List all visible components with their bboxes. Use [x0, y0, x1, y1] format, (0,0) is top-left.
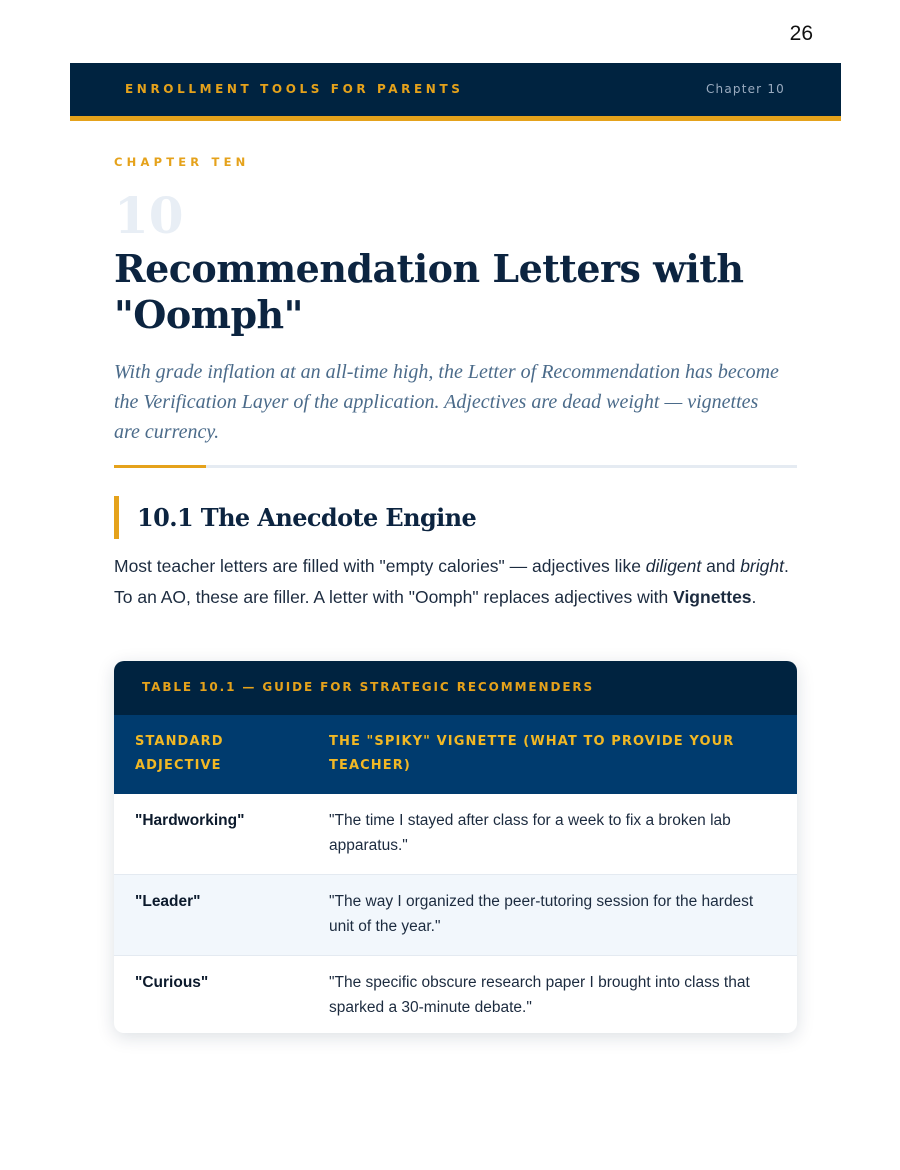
page-number: 26 — [789, 22, 813, 45]
table-cell-adjective: "Leader" — [114, 875, 308, 956]
running-header — [70, 63, 841, 121]
column-header-adjective: STANDARD ADJECTIVE — [114, 715, 308, 794]
chapter-lede: With grade inflation at an all-time high, the Letter of Recommendation has become the Verification Layer of the application. Adjectives are dead weight — vignettes are currency. — [114, 361, 779, 443]
body-paragraph — [114, 551, 797, 613]
paragraph-text: Most teacher letters are filled with "empty calories" — adjectives like — [114, 556, 646, 576]
table-caption-text: TABLE 10.1 — GUIDE FOR STRATEGIC RECOMMENDERS — [142, 680, 595, 694]
divider-rule — [114, 465, 797, 468]
paragraph-emphasis-diligent: diligent — [645, 556, 702, 576]
chapter-title: Recommendation Letters with "Oomph" — [114, 246, 744, 337]
table-cell-vignette: "The time I stayed after class for a week to fix a broken lab apparatus." — [329, 812, 731, 854]
section-title: 10.1 The Anecdote Engine — [137, 503, 477, 532]
chapter-number: 10 — [114, 186, 184, 245]
table-caption — [114, 661, 797, 715]
guide-table — [114, 715, 797, 1033]
paragraph-text: . To an AO, these are filler. A letter with "Oomph" replaces adjectives with — [114, 556, 789, 607]
table-cell-vignette: "The specific obscure research paper I brought into class that sparked a 30-minute debate." — [308, 956, 797, 1034]
table-row — [114, 956, 797, 1034]
column-header-vignette: THE "SPIKY" VIGNETTE (WHAT TO PROVIDE YOUR TEACHER) — [308, 715, 797, 794]
recommender-guide-table — [114, 661, 797, 1033]
header-chapter: Chapter 10 — [705, 82, 785, 96]
table-header-row — [114, 715, 797, 794]
chapter-label: CHAPTER TEN — [114, 155, 250, 169]
paragraph-strong-vignettes: Vignettes — [673, 587, 752, 607]
section-heading — [114, 496, 476, 539]
table-row — [114, 875, 797, 956]
table-cell-vignette: "The way I organized the peer-tutoring session for the hardest unit of the year." — [308, 875, 797, 956]
table-cell-adjective: "Curious" — [114, 956, 308, 1034]
table-cell-adjective: "Hardworking" — [135, 812, 245, 829]
paragraph-emphasis-bright: bright — [740, 556, 784, 576]
header-book-title: ENROLLMENT TOOLS FOR PARENTS — [125, 82, 464, 96]
paragraph-text: and — [701, 556, 741, 576]
paragraph-text: . — [751, 587, 757, 607]
table-row — [114, 794, 797, 875]
divider-accent — [114, 465, 206, 468]
